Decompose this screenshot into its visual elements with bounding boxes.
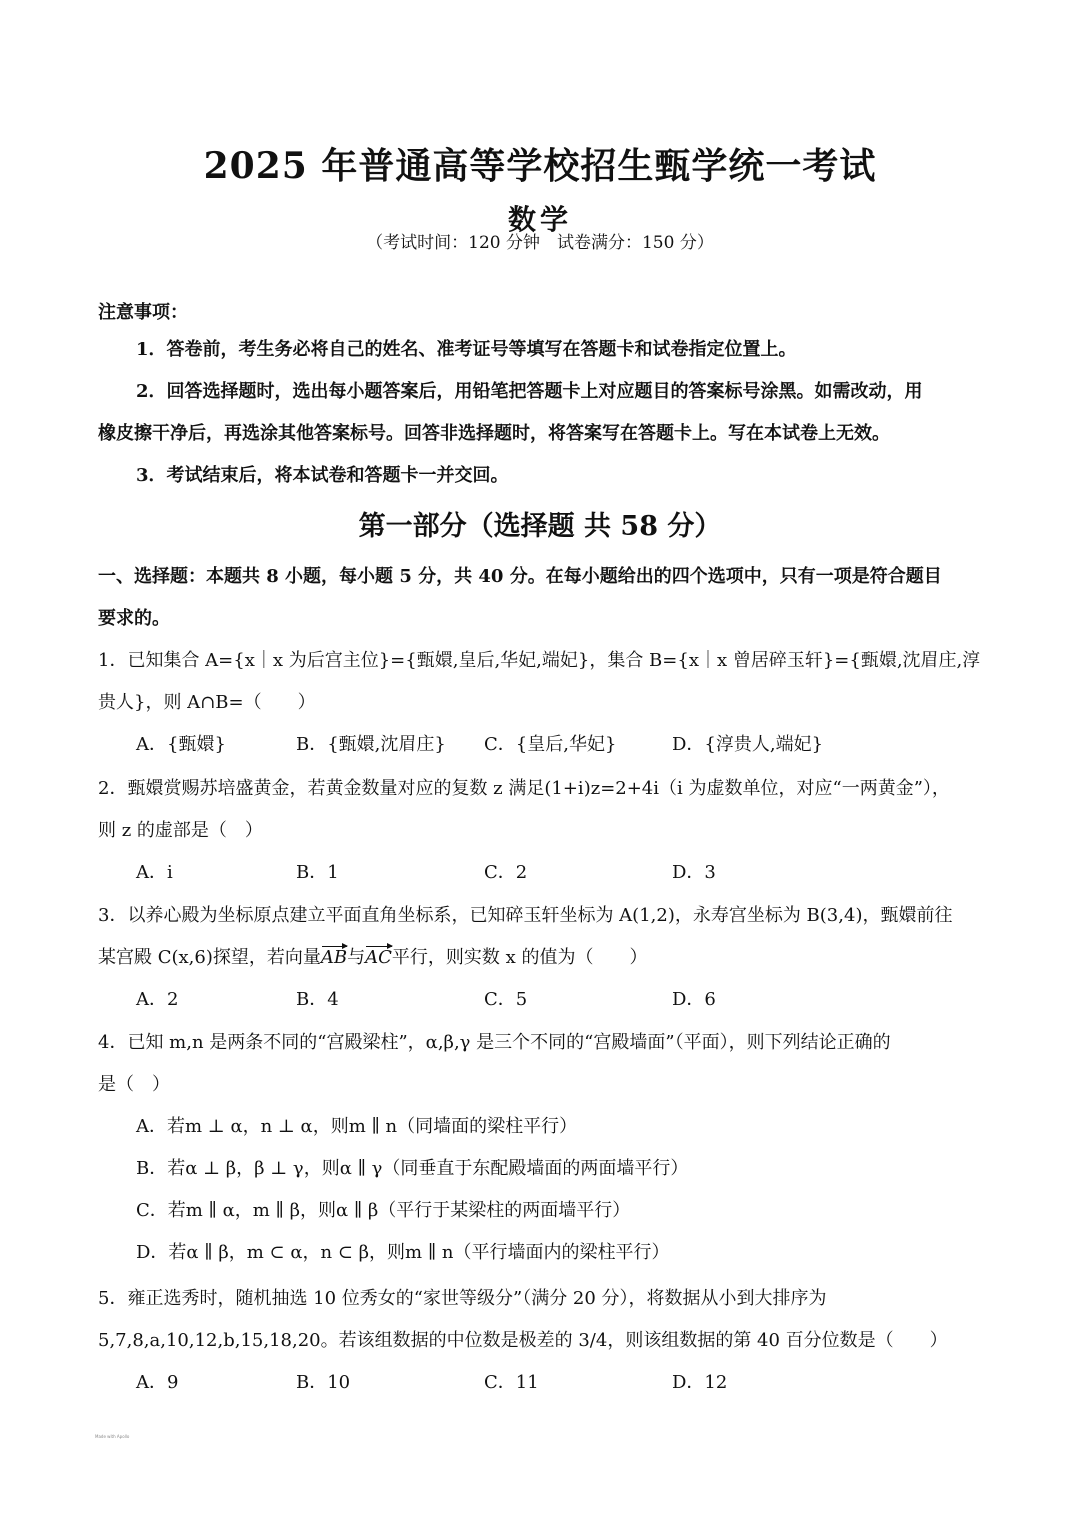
question-3-line2-mid: 与 [347,947,366,968]
question-4-line1: 4．已知 m,n 是两条不同的“宫殿梁柱”，α,β,γ 是三个不同的“宫殿墙面”（平面），则下列结论正确的 [98,1032,891,1053]
option-a: A．i [136,862,173,883]
note-item-2a: 2．回答选择题时，选出每小题答案后，用铅笔把答题卡上对应题目的答案标号涂黑。如需改动，用 [136,381,923,402]
question-5 [98,1278,988,1404]
exam-info: （考试时间：120 分钟 试卷满分：150 分） [366,233,714,253]
option-d: D．12 [672,1372,728,1393]
option-d: D．6 [672,989,716,1010]
subject-title: 数学 [507,203,572,236]
question-2 [98,768,988,894]
option-b: B．4 [296,989,339,1010]
option-a: A．9 [136,1372,179,1393]
section-title: 第一部分（选择题 共 58 分） [358,511,722,542]
question-5-line2: 5,7,8,a,10,12,b,15,18,20。若该组数据的中位数是极差的 3/4，则该组数据的第 40 百分位数是（ ） [98,1330,948,1351]
question-3-line2-pre: 某宫殿 C(x,6)探望，若向量 [98,947,321,968]
question-2-line2: 则 z 的虚部是（ ） [98,820,263,841]
note-item-1: 1．答卷前，考生务必将自己的姓名、准考证号等填写在答题卡和试卷指定位置上。 [136,339,797,360]
question-5-options [98,1362,988,1404]
vector-ab: AB [320,947,348,968]
footer-tiny-text: Made with Apollo [95,1434,130,1439]
question-2-line1: 2．甄嬛赏赐苏培盛黄金，若黄金数量对应的复数 z 满足(1+i)z=2+4i（i 为虚数单位，对应“一两黄金”）， [98,778,950,799]
option-a: A．2 [136,989,179,1010]
option-c: C．{皇后,华妃} [484,734,617,755]
question-4-line2: 是（ ） [98,1074,170,1095]
note-item-3: 3．考试结束后，将本试卷和答题卡一并交回。 [136,465,509,486]
question-4 [98,1022,988,1274]
note-item-2b: 橡皮擦干净后，再选涂其他答案标号。回答非选择题时，将答案写在答题卡上。写在本试卷上无效。 [98,423,890,444]
option-b: B．10 [296,1372,351,1393]
section-intro-line2: 要求的。 [98,608,170,629]
question-3-line2 [98,937,988,979]
option-b: B．{甄嬛,沈眉庄} [296,734,446,755]
exam-title: 2025 年普通高等学校招生甄学统一考试 [203,145,877,187]
option-c: C．2 [484,862,528,883]
option-c: C．11 [484,1372,539,1393]
question-5-line1: 5．雍正选秀时，随机抽选 10 位秀女的“家世等级分”（满分 20 分），将数据从小到大排序为 [98,1288,827,1309]
option-c: C．5 [484,989,528,1010]
notes-heading: 注意事项： [98,302,188,323]
option-d: D．3 [672,862,716,883]
question-1-line2: 贵人}，则 A∩B=（ ） [98,692,316,713]
option-c: C．若m ∥ α，m ∥ β，则α ∥ β（平行于某梁柱的两面墙平行） [136,1200,631,1221]
section-intro [98,556,988,640]
option-a: A．若m ⊥ α，n ⊥ α，则m ∥ n（同墙面的梁柱平行） [136,1116,578,1137]
question-1-options [98,724,988,766]
option-d: D．{淳贵人,端妃} [672,734,824,755]
vector-ac: AC [365,947,392,968]
question-3-line1: 3．以养心殿为坐标原点建立平面直角坐标系，已知碎玉轩坐标为 A(1,2)，永寿宫坐标为 B(3,4)，甄嬛前往 [98,905,953,926]
option-b: B．若α ⊥ β，β ⊥ γ，则α ∥ γ（同垂直于东配殿墙面的两面墙平行） [136,1158,689,1179]
option-d: D．若α ∥ β，m ⊂ α，n ⊂ β，则m ∥ n（平行墙面内的梁柱平行） [136,1242,670,1263]
option-a: A．{甄嬛} [136,734,226,755]
section-intro-line1: 一、选择题：本题共 8 小题，每小题 5 分，共 40 分。在每小题给出的四个选项中，只有一项是符合题目 [98,566,942,587]
question-3-options [98,979,988,1021]
notes-list [98,329,988,497]
question-1-line1: 1．已知集合 A={x｜x 为后宫主位}={甄嬛,皇后,华妃,端妃}，集合 B={x｜x 曾居碎玉轩}={甄嬛,沈眉庄,淳 [98,650,981,671]
question-3-line2-post: 平行，则实数 x 的值为（ ） [391,947,648,968]
option-b: B．1 [296,862,339,883]
question-2-options [98,852,988,894]
question-1 [98,640,988,766]
question-3 [98,895,988,1021]
